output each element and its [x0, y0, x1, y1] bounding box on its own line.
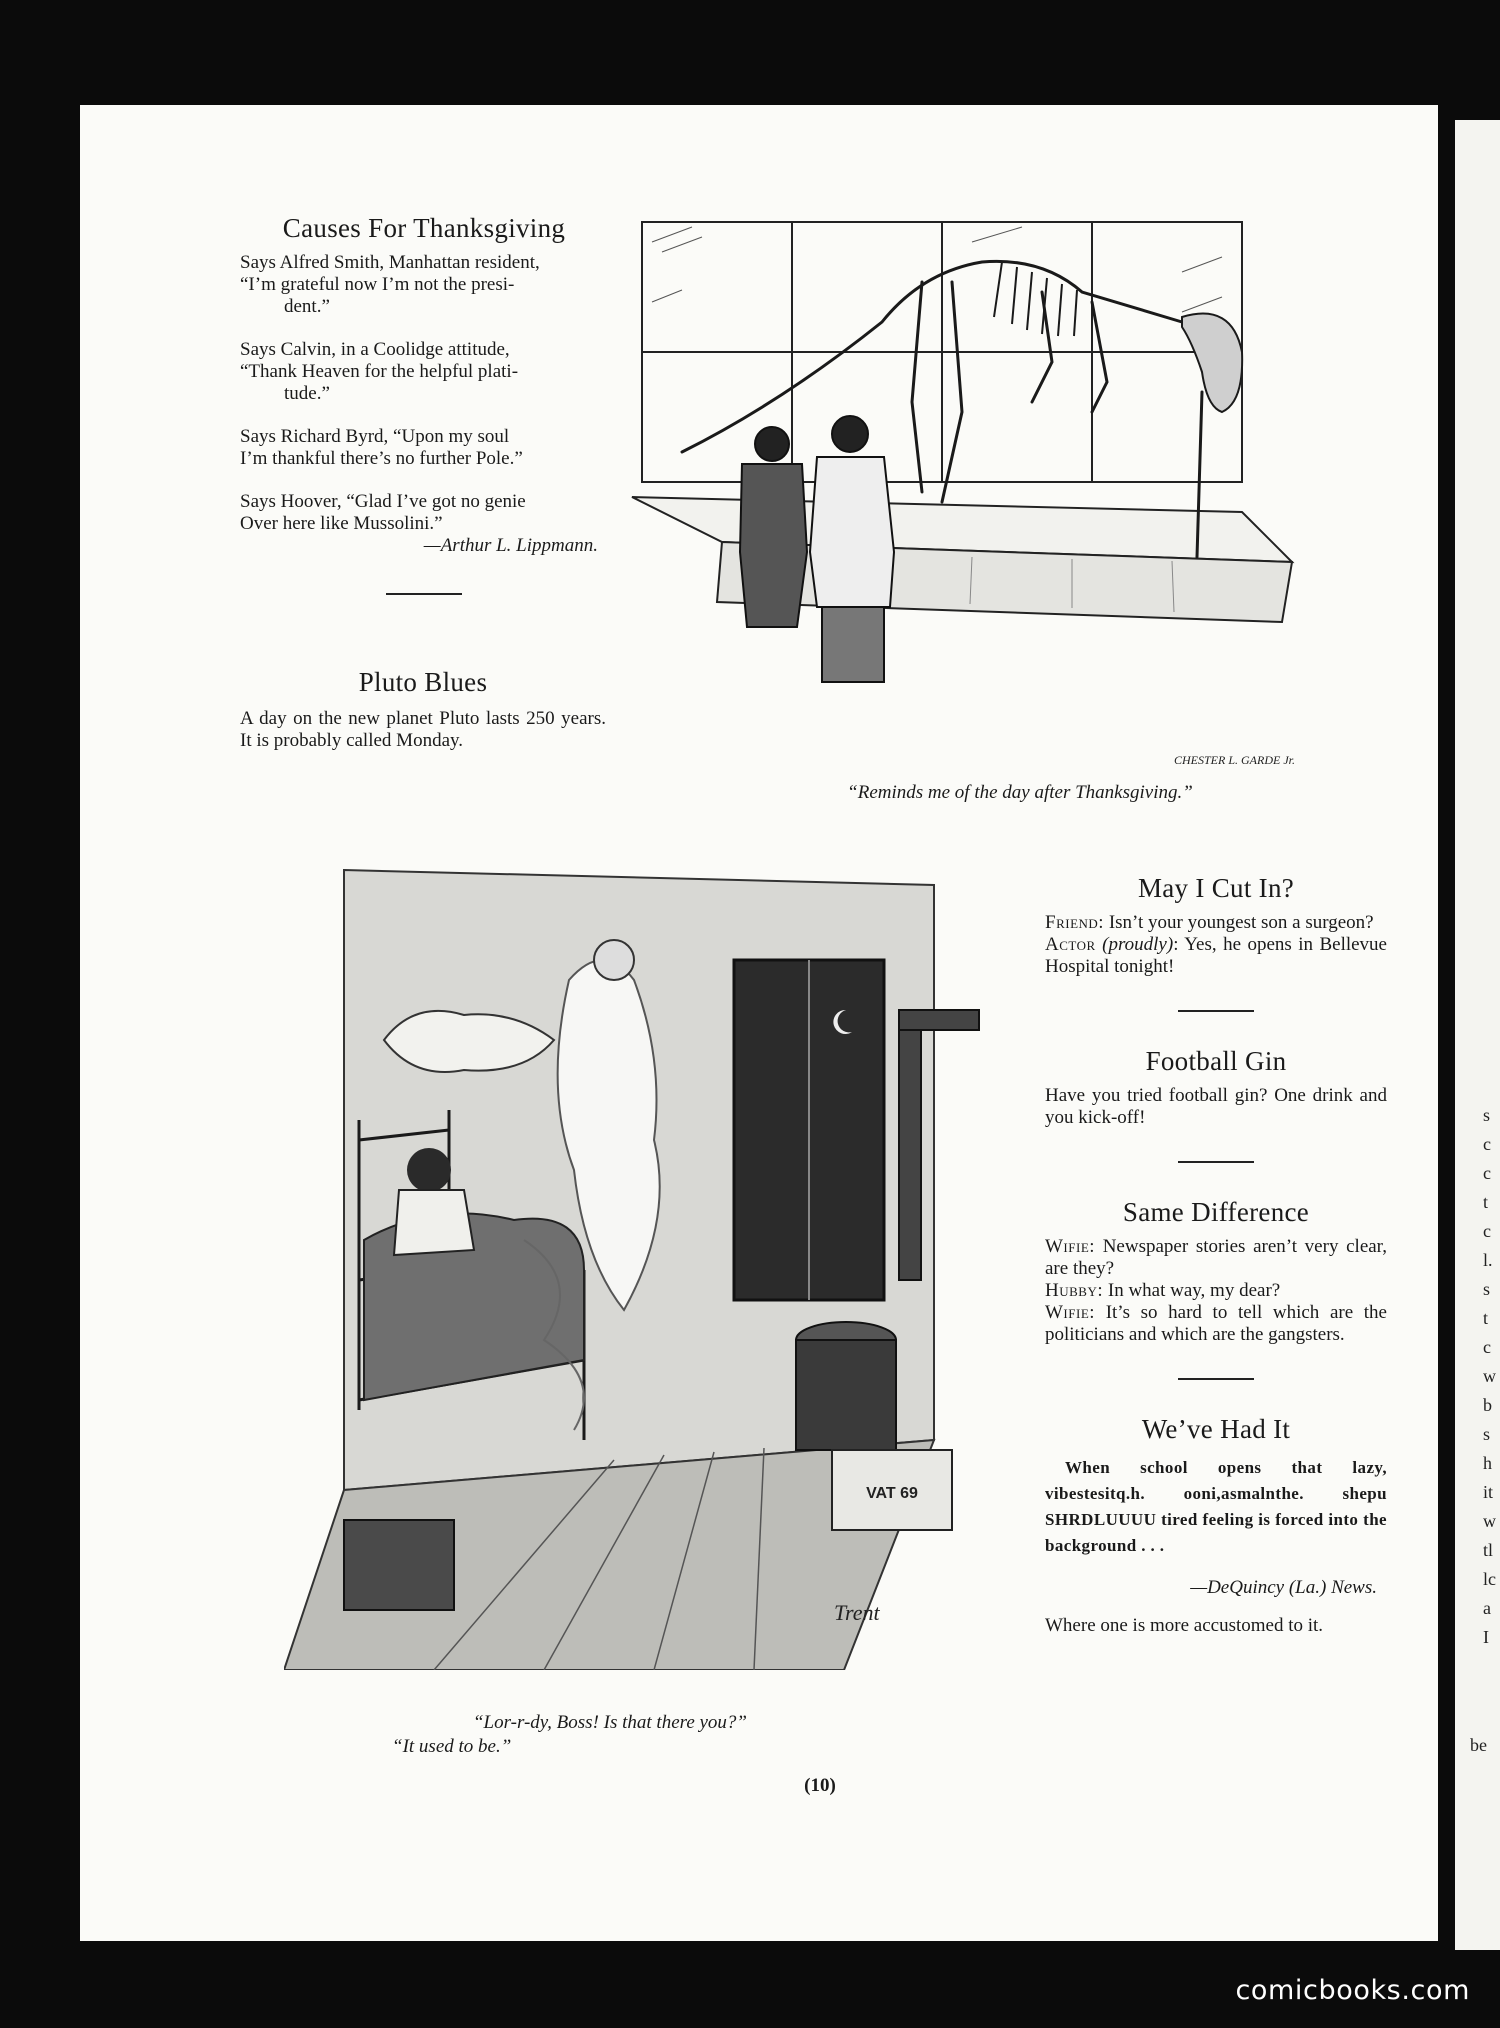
cartoonist-signature: CHESTER L. GARDE Jr. [1174, 753, 1295, 764]
speaker-label: Hubby: [1045, 1280, 1104, 1301]
speaker-label: Actor [1045, 934, 1096, 955]
poem-causes-for-thanksgiving [240, 213, 608, 595]
adjacent-page-letter: h [1483, 1453, 1492, 1473]
adjacent-page-letter: l. [1483, 1250, 1493, 1270]
article-title: Football Gin [1145, 1046, 1287, 1076]
stage-direction: (proudly) [1102, 934, 1174, 955]
poem-line: tude.” [284, 383, 330, 404]
dialogue-text: In what way, my dear? [1107, 1280, 1281, 1301]
ghost-bedroom-drawing [284, 840, 984, 1670]
adjacent-page-letter: lc [1483, 1569, 1496, 1589]
poem-line: Says Calvin, in a Coolidge attitude, [240, 339, 510, 360]
adjacent-page-letter: b [1483, 1395, 1492, 1415]
adjacent-page-letter: c [1483, 1337, 1491, 1357]
dialogue-text: Newspaper stories aren’t very clear, are they? [1045, 1236, 1387, 1279]
caption-line: “It used to be.” [392, 1736, 512, 1757]
adjacent-page-letter: s [1483, 1279, 1491, 1299]
spectator-figures [740, 416, 894, 682]
right-column [1045, 873, 1387, 1637]
dialogue-text: It’s so hard to tell which are the politicians and which are the gangsters. [1045, 1302, 1387, 1345]
adjacent-page-edge [1455, 120, 1500, 1950]
speaker-label: Wifie: [1045, 1302, 1096, 1323]
poem-attribution: —Arthur L. Lippmann. [423, 535, 598, 556]
ghost-cartoon-illustration [284, 840, 984, 1670]
poem-line: I’m thankful there’s no further Pole.” [240, 448, 523, 469]
poem-line: “I’m grateful now I’m not the presi- [240, 274, 515, 295]
article-text: Where one is more accustomed to it. [1045, 1615, 1324, 1636]
poem-stanza [240, 252, 608, 318]
pot-belly-stove [796, 1340, 896, 1450]
dinosaur-museum-drawing [622, 212, 1302, 764]
adjacent-page-letter: s [1483, 1424, 1491, 1444]
adjacent-page-letter: t [1483, 1308, 1489, 1328]
article-title: We’ve Had It [1141, 1414, 1291, 1444]
article-may-i-cut-in [1045, 873, 1387, 1012]
adjacent-page-letter: c [1483, 1221, 1491, 1241]
article-title: May I Cut In? [1137, 873, 1295, 903]
cartoonist-signature: Trent [834, 1600, 880, 1625]
poem-line: Says Hoover, “Glad I’ve got no genie [240, 491, 526, 512]
article-text: Have you tried football gin? One drink and you kick-off! [1045, 1085, 1387, 1128]
article-weve-had-it [1045, 1414, 1387, 1637]
section-divider [1178, 1378, 1254, 1380]
adjacent-page-letter: it [1483, 1482, 1494, 1502]
adjacent-page-letter: a [1483, 1598, 1491, 1618]
adjacent-page-letter: s [1483, 1105, 1491, 1125]
crate-label: VAT 69 [866, 1485, 918, 1502]
ghost-cartoon-caption [380, 1711, 840, 1759]
dinosaur-skull [1182, 314, 1242, 412]
section-divider [1178, 1161, 1254, 1163]
dialogue-line [1045, 912, 1387, 934]
poem-line: Over here like Mussolini.” [240, 513, 443, 534]
caption-line: “Lor-r-dy, Boss! Is that there you?” [472, 1712, 748, 1733]
quoted-misprint: When school opens that lazy, vibestesitq.h. ooni,asmalnthe. shepu SHRDLUUUU tired feeling is forced into the background . . . [1045, 1458, 1387, 1555]
adjacent-page-letter: tl [1483, 1540, 1494, 1560]
dialogue-line [1045, 1236, 1387, 1280]
speaker-label: Wifie: [1045, 1236, 1096, 1257]
dinosaur-cartoon-illustration [622, 212, 1302, 764]
adjacent-page-letter: t [1483, 1192, 1489, 1212]
article-title: Same Difference [1122, 1197, 1310, 1227]
page-number: (10) [804, 1775, 836, 1796]
poem-line: Says Richard Byrd, “Upon my soul [240, 426, 510, 447]
poem-line: “Thank Heaven for the helpful plati- [240, 361, 519, 382]
article-title: Pluto Blues [358, 667, 488, 697]
dialogue-line [1045, 1302, 1387, 1346]
adjacent-page-letter: w [1483, 1366, 1496, 1386]
adjacent-page-letter: I [1483, 1627, 1489, 1647]
poem-line: Says Alfred Smith, Manhattan resident, [240, 252, 540, 273]
site-watermark: comicbooks.com [1235, 1975, 1470, 2006]
article-text: A day on the new planet Pluto lasts 250 years. It is probably called Monday. [240, 708, 606, 751]
trunk [344, 1520, 454, 1610]
adjacent-page-letter: c [1483, 1134, 1491, 1154]
section-divider [386, 593, 462, 595]
article-same-difference [1045, 1197, 1387, 1380]
article-pluto-blues [240, 667, 606, 752]
poem-stanza [240, 339, 608, 405]
adjacent-page-letter: be [1470, 1735, 1487, 1755]
dialogue-text: : Yes, he opens in Bellevue Hospital tonight! [1045, 934, 1387, 977]
dialogue-line [1045, 1280, 1387, 1302]
adjacent-page-letter: w [1483, 1511, 1496, 1531]
poem-stanza [240, 426, 608, 470]
dialogue-line [1045, 934, 1387, 978]
poem-line: dent.” [284, 296, 330, 317]
section-divider [1178, 1010, 1254, 1012]
speaker-label: Friend: [1045, 912, 1105, 933]
poem-title: Causes For Thanksgiving [282, 213, 566, 243]
adjacent-page-letter: c [1483, 1163, 1491, 1183]
dialogue-text: Isn’t your youngest son a surgeon? [1108, 912, 1374, 933]
dinosaur-cartoon-caption: “Reminds me of the day after Thanksgiving.” [847, 782, 1193, 803]
poem-stanza [240, 491, 608, 557]
frightened-man [407, 1148, 451, 1192]
quote-source: —DeQuincy (La.) News. [1190, 1577, 1377, 1598]
article-football-gin [1045, 1046, 1387, 1163]
